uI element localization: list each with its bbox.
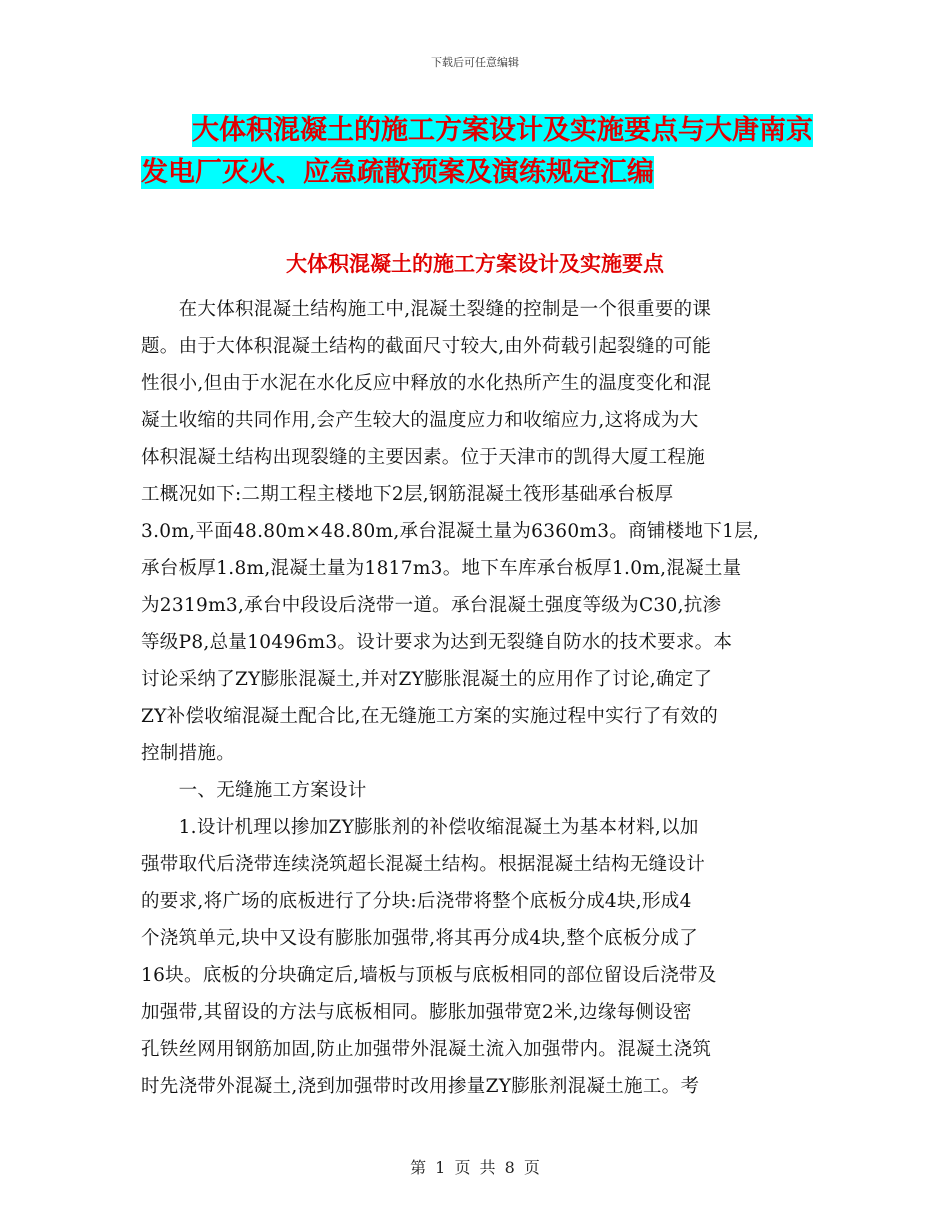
header-note: 下载后可任意编辑 [431,56,519,69]
body-line: 承台板厚1.8m,混凝土量为1817m3。地下车库承台板厚1.0m,混凝土量 [141,558,742,579]
page-footer: 第 1 页 共 8 页 [410,1158,540,1177]
body-line: 在大体积混凝土结构施工中,混凝土裂缝的控制是一个很重要的课 [141,299,712,320]
body-line: 题。由于大体积混凝土结构的截面尺寸较大,由外荷载引起裂缝的可能 [141,336,712,357]
title-highlight-1: 大体积混凝土的施工方案设计及实施要点与大唐南京 [192,115,813,146]
body-line: 性很小,但由于水泥在水化反应中释放的水化热所产生的温度变化和混 [141,373,712,394]
title-highlight-2: 发电厂灭火、应急疏散预案及演练规定汇编 [141,157,654,188]
body-line: 16块。底板的分块确定后,墙板与顶板与底板相同的部位留设后浇带及 [141,965,717,986]
document-title-line-1 [192,112,872,150]
body-line: 1.设计机理以掺加ZY膨胀剂的补偿收缩混凝土为基本材料,以加 [141,817,699,838]
body-line: 强带取代后浇带连续浇筑超长混凝土结构。根据混凝土结构无缝设计 [141,854,706,875]
body-line: 加强带,其留设的方法与底板相同。膨胀加强带宽2米,边缘每侧设密 [141,1002,692,1023]
body-line: 3.0m,平面48.80m×48.80m,承台混凝土量为6360m3。商铺楼地下1层, [141,521,760,542]
body-line: ZY补偿收缩混凝土配合比,在无缝施工方案的实施过程中实行了有效的 [141,706,719,727]
body-line: 个浇筑单元,块中又设有膨胀加强带,将其再分成4块,整个底板分成了 [141,928,699,949]
body-line: 控制措施。 [141,743,236,764]
body-line: 为2319m3,承台中段设后浇带一道。承台混凝土强度等级为C30,抗渗 [141,595,722,616]
body-line: 时先浇带外混凝土,浇到加强带时改用掺量ZY膨胀剂混凝土施工。考 [141,1076,700,1097]
body-line: 一、无缝施工方案设计 [141,780,367,801]
document-title-line-2 [141,154,821,192]
section-title: 大体积混凝土的施工方案设计及实施要点 [286,252,664,276]
body-line: 等级P8,总量10496m3。设计要求为达到无裂缝自防水的技术要求。本 [141,632,733,653]
body-line: 的要求,将广场的底板进行了分块:后浇带将整个底板分成4块,形成4 [141,891,692,912]
body-text [141,291,811,1105]
body-line: 讨论采纳了ZY膨胀混凝土,并对ZY膨胀混凝土的应用作了讨论,确定了 [141,669,713,690]
body-line: 凝土收缩的共同作用,会产生较大的温度应力和收缩应力,这将成为大 [141,410,699,431]
body-line: 孔铁丝网用钢筋加固,防止加强带外混凝土流入加强带内。混凝土浇筑 [141,1039,712,1060]
body-line: 体积混凝土结构出现裂缝的主要因素。位于天津市的凯得大厦工程施 [141,447,706,468]
body-line: 工概况如下:二期工程主楼地下2层,钢筋混凝土筏形基础承台板厚 [141,484,674,505]
